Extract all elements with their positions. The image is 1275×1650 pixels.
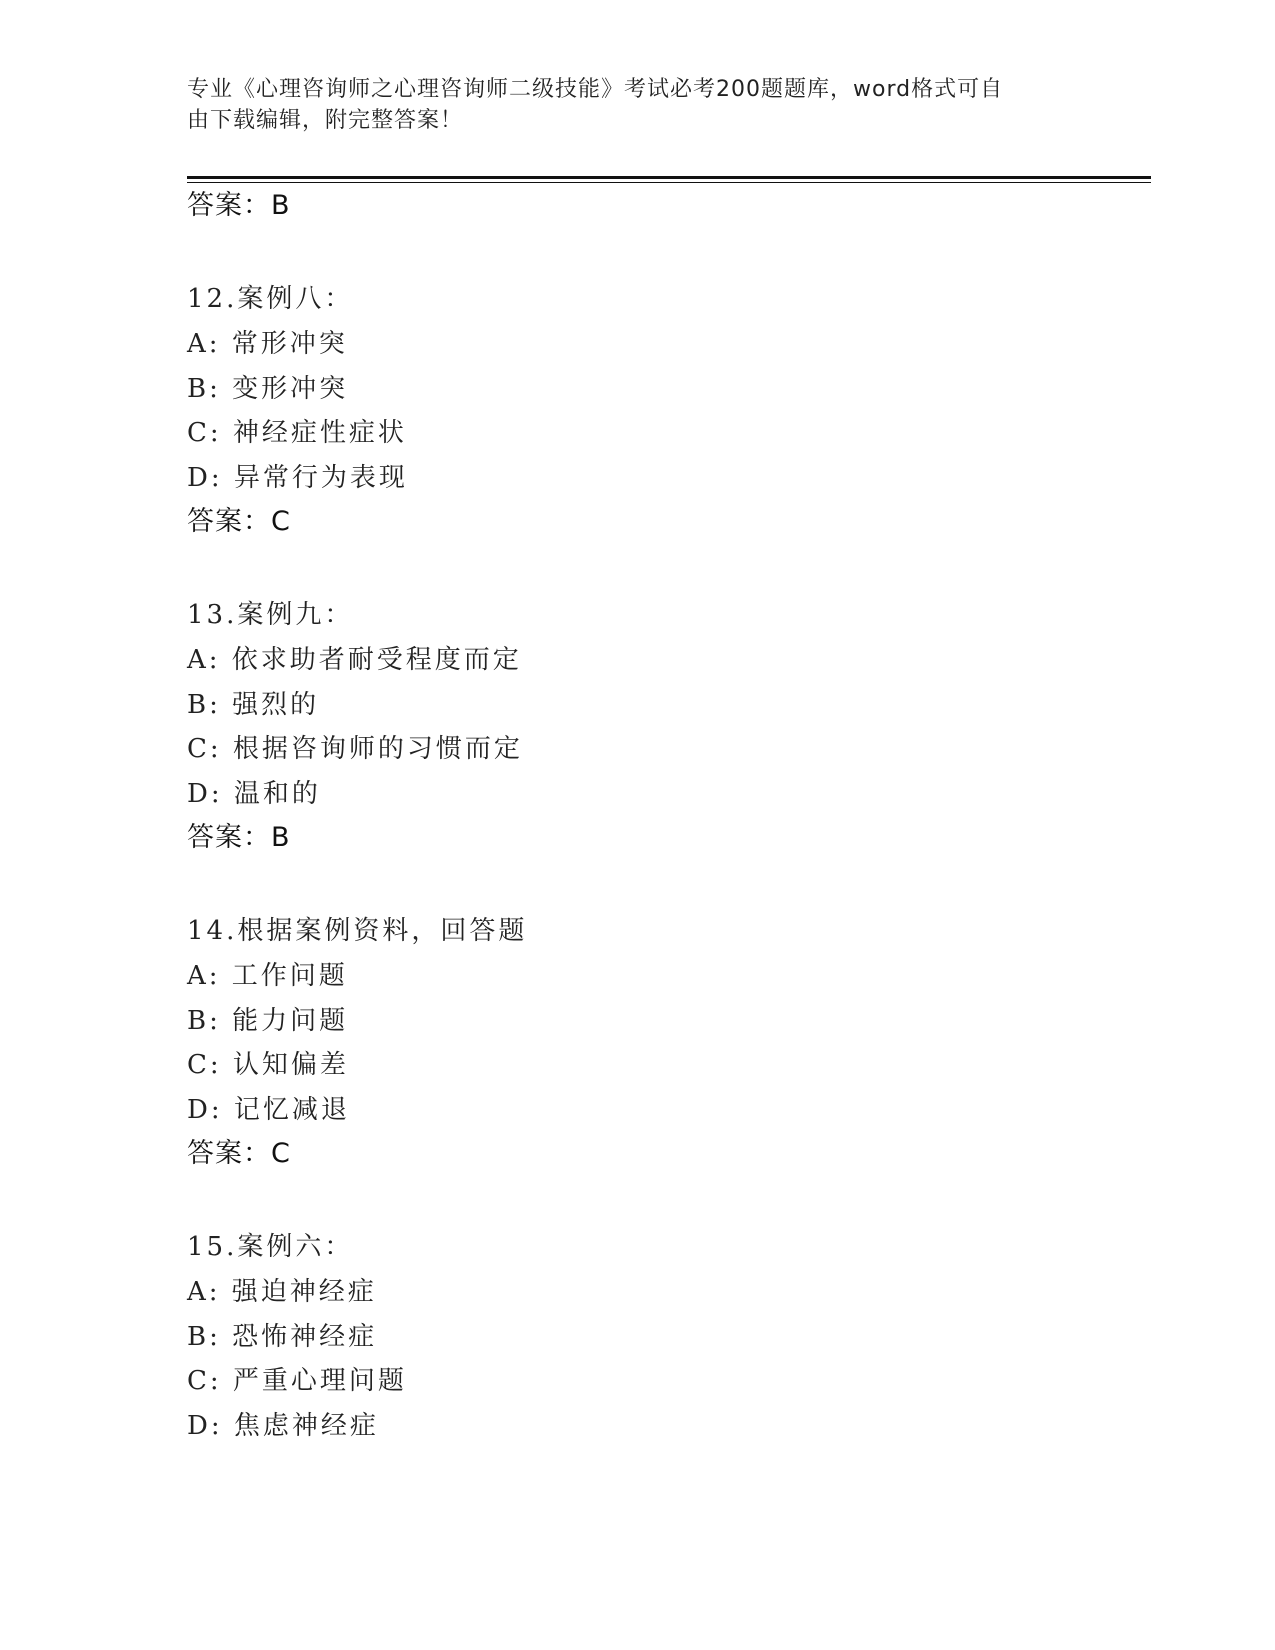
answer-line: 答案：C <box>187 506 291 537</box>
document-header <box>187 74 1067 136</box>
option-c: C: 神经症性症状 <box>187 418 407 448</box>
answer-line: 答案：C <box>187 1138 291 1169</box>
option-b: B: 变形冲突 <box>187 374 349 404</box>
option-c: C: 认知偏差 <box>187 1050 349 1080</box>
answer-line: 答案：B <box>187 822 291 853</box>
question-title: 13.案例九： <box>187 600 354 630</box>
option-a: A: 依求助者耐受程度而定 <box>187 645 522 675</box>
header-rule-thick <box>187 176 1151 179</box>
option-b: B: 恐怖神经症 <box>187 1322 378 1352</box>
option-d: D: 温和的 <box>187 779 321 809</box>
option-a: A: 工作问题 <box>187 961 348 991</box>
question-title: 14.根据案例资料，回答题 <box>187 916 528 946</box>
question-title: 15.案例六： <box>187 1232 354 1262</box>
header-line-2: 由下载编辑，附完整答案！ <box>187 108 464 133</box>
option-a: A: 常形冲突 <box>187 329 348 359</box>
option-b: B: 强烈的 <box>187 690 320 720</box>
answer-line: 答案：B <box>187 190 291 221</box>
option-d: D: 记忆减退 <box>187 1095 350 1125</box>
header-rule-thin <box>187 182 1151 183</box>
question-title: 12.案例八： <box>187 284 354 314</box>
option-a: A: 强迫神经症 <box>187 1277 377 1307</box>
option-c: C: 根据咨询师的习惯而定 <box>187 734 523 764</box>
option-d: D: 焦虑神经症 <box>187 1411 379 1441</box>
header-line-1: 专业《心理咨询师之心理咨询师二级技能》考试必考200题题库，word格式可自 <box>187 77 1004 102</box>
option-d: D: 异常行为表现 <box>187 463 408 493</box>
option-b: B: 能力问题 <box>187 1006 349 1036</box>
option-c: C: 严重心理问题 <box>187 1366 407 1396</box>
